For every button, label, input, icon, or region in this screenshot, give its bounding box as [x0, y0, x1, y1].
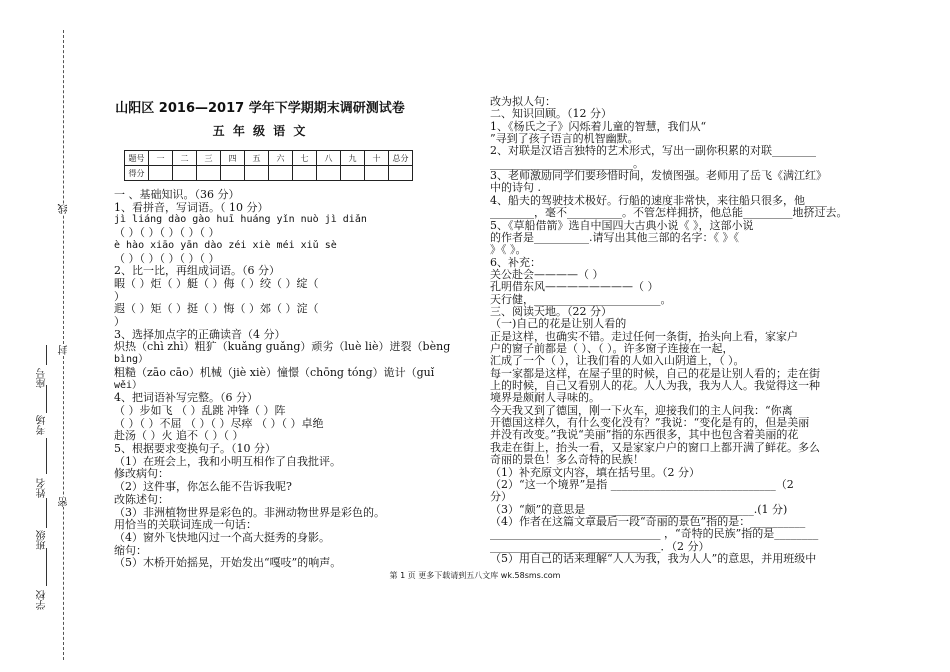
- text-line: 正是这样，也确实不错。走过任何一条街，抬头向上看，家家户: [490, 329, 798, 343]
- text-line: （ ）（ ）（ ）（ ）（ ）: [114, 251, 220, 265]
- text-line: 的作者是__________.请写出其他三部的名字：《 》《: [490, 230, 739, 244]
- score-table-cell: 十: [365, 151, 389, 166]
- score-input-cell[interactable]: [149, 166, 173, 181]
- text-line: 上的时候，自己又看别人的花。人人为我，我为人人。我觉得这一种: [490, 379, 820, 393]
- seal-mark-top: 线: [59, 204, 70, 214]
- page-footer: 第 1 页 更多下载请到五八文库 wk.58sms.com: [389, 571, 561, 580]
- score-input-cell[interactable]: [173, 166, 197, 181]
- text-line: （ ）步如飞 （ ）乱跳 冲锋（ ）阵: [114, 403, 286, 417]
- text-line: 汇成了一个（ ），让我们看的人如入山阴道上，（ ）。: [490, 354, 745, 368]
- score-table-score-row: [125, 166, 413, 181]
- score-input-cell[interactable]: [221, 166, 245, 181]
- text-line: ）: [114, 315, 125, 328]
- text-line: （4）窗外飞快地闪过一个高大挺秀的身影。: [114, 530, 330, 544]
- text-line: 4、把词语补写完整。（6 分）: [114, 391, 258, 405]
- text-line: 5、《草船借箭》选自中国四大古典小说《 》，这部小说: [490, 218, 754, 232]
- seat-field-label: 座号: [37, 368, 48, 388]
- score-table-cell: 五: [245, 151, 269, 166]
- text-line: 并没有改变。”我说“美丽”指的东西很多，其中也包含着美丽的花: [490, 428, 799, 442]
- score-table-cell: 题号: [125, 151, 149, 166]
- text-line: 5、根据要求变换句子。（10 分）: [114, 442, 276, 455]
- score-input-cell[interactable]: [197, 166, 221, 181]
- score-table: [124, 150, 413, 181]
- score-table-cell: 总分: [389, 151, 413, 166]
- score-table-cell: 九: [341, 151, 365, 166]
- text-line: 修改病句：: [114, 467, 169, 481]
- text-line: 改为拟人句：: [490, 95, 556, 108]
- text-line: 1、看拼音，写词语。（ 10 分）: [114, 200, 269, 214]
- text-line: 开德国这样久，有什么变化没有？”我说：“变化是有的，但是美丽: [490, 416, 810, 430]
- text-line: bìng）: [114, 354, 149, 366]
- exam-room-field-label: 考场: [37, 415, 48, 435]
- score-table-header-row: [125, 151, 413, 166]
- text-line: _______________________________ ，“奇特的民族”指的是________: [490, 527, 819, 541]
- score-table-cell: 二: [173, 151, 197, 166]
- text-line: 奇丽的景色！多么奇特的民族！: [490, 453, 644, 467]
- text-line: 我走在街上，抬头一看，又是家家户户的窗口上都开满了鲜花。多么: [490, 440, 820, 454]
- text-line: 缩句：: [114, 543, 147, 557]
- exam-title: 山阳区 2016—2017 学年下学期期末调研测试卷: [115, 101, 405, 116]
- text-line: 三、阅读天地。（22 分）: [490, 304, 612, 318]
- text-line: jì liáng dào gào huī huáng yǐn nuò jì diǎn: [114, 214, 367, 226]
- score-table-cell: 三: [197, 151, 221, 166]
- text-line: （3）“颇”的意思是 ______________________________.(1 分): [490, 502, 788, 516]
- name-field-line: [46, 438, 47, 474]
- score-input-cell[interactable]: [365, 166, 389, 181]
- text-line: 中的诗句 .: [490, 181, 541, 195]
- text-line: 分）: [490, 490, 512, 504]
- score-input-cell[interactable]: [341, 166, 365, 181]
- text-line: ________，毫不__________。不管怎样拥挤，他总能_________地挤过去。: [490, 206, 848, 220]
- score-input-cell[interactable]: [293, 166, 317, 181]
- text-line: 炽热（chì zhì）粗犷（kuǎng guǎng）顽劣（luè liè）迸裂（bèng: [114, 340, 451, 354]
- score-table-cell: 一: [149, 151, 173, 166]
- seat-field-line: [46, 345, 47, 365]
- text-line: 2、对联是汉语言独特的艺术形式，写出一副你积累的对联________: [490, 144, 816, 158]
- text-line: （ ）（ ）不屈 （ ）（ ）尽瘁 （ ）（ ）卓绝: [114, 416, 324, 430]
- text-line: ”寻到了孩子语言的机智幽默。: [490, 132, 639, 146]
- class-field-label: 班级: [37, 530, 48, 550]
- text-line: 改陈述句：: [114, 492, 169, 506]
- text-line: 今天我又到了德国，刚一下火车，迎接我们的主人问我：“你离: [490, 403, 793, 417]
- text-line: 3、选择加点字的正确读音（4 分）: [114, 327, 286, 341]
- text-line: 》《 》。: [490, 243, 527, 257]
- seal-mark-middle: 封: [59, 345, 70, 355]
- text-line: ）: [114, 289, 125, 303]
- text-line: 户的窗子前都是（ ）、（ ）。许多窗子连接在一起，: [490, 342, 734, 355]
- text-line: （5）木桥开始摇晃，开始发出“嘎吱”的响声。: [114, 556, 342, 570]
- exam-subtitle: 五 年 级 语 文: [212, 124, 308, 138]
- text-line: 暇（ ）炬（ ）艇（ ）侮（ ）绞（ ）绽（: [114, 276, 319, 290]
- score-input-cell[interactable]: [389, 166, 413, 181]
- text-line: （3）非洲植物世界是彩色的。非洲动物世界是彩色的。: [114, 505, 385, 519]
- name-field-label: 姓名: [37, 478, 48, 498]
- text-line: （5）用自己的话来理解“人人为我，我为人人”的意思，并用班级中: [490, 551, 817, 565]
- text-line: 孔明借东风————————（ ）: [490, 280, 659, 294]
- text-line: 每一家都是这样，在屋子里的时候，自己的花是让别人看的；走在街: [490, 366, 820, 380]
- text-line: （4）作者在这篇文章最后一段“奇丽的景色”指的是：__________: [490, 514, 806, 528]
- text-line: 用恰当的关联词连成一句话：: [114, 518, 257, 532]
- text-line: 关公赴会————（ ）: [490, 267, 604, 281]
- text-line: 1、《杨氏之子》闪烁着儿童的智慧，我们从“: [490, 119, 707, 133]
- score-input-cell[interactable]: [245, 166, 269, 181]
- score-table-cell: 七: [293, 151, 317, 166]
- score-table-cell: 得分: [125, 166, 149, 181]
- score-table-cell: 四: [221, 151, 245, 166]
- text-line: 6、补充：: [490, 255, 541, 269]
- text-line: （1）补充原文内容，填在括号里。（2 分）: [490, 465, 700, 479]
- class-field-line: [46, 498, 47, 528]
- exam-room-field-line: [46, 385, 47, 413]
- school-field-label: 学校: [37, 590, 48, 610]
- text-line: 天行健，_______________________。: [490, 292, 672, 306]
- text-line: 遐（ ）矩（ ）挺（ ）悔（ ）郊（ ）淀（: [114, 302, 319, 316]
- score-input-cell[interactable]: [269, 166, 293, 181]
- text-line: 一 、基础知识。（36 分）: [114, 188, 240, 201]
- text-line: è hào xiāo yān dào zéi xiè méi xiǔ sè: [114, 239, 337, 251]
- text-line: （2）“这一个境界”是指 ______________________________（2: [490, 477, 794, 491]
- text-line: （1）在班会上，我和小明互相作了自我批评。: [114, 454, 341, 468]
- score-table-cell: 八: [317, 151, 341, 166]
- text-line: 4、船夫的驾驶技术极好。行船的速度非常快，来往船只很多，他____: [490, 193, 827, 207]
- text-line: 2、比一比，再组成词语。（6 分）: [114, 264, 280, 278]
- text-line: 境界是颇耐人寻味的。: [490, 391, 600, 405]
- text-line: （ ）（ ）（ ）（ ）（ ）: [114, 226, 220, 240]
- text-line: （一)自己的花是让别人看的: [490, 317, 627, 331]
- text-line: __________________________。: [490, 156, 644, 170]
- text-line: wěi）: [114, 379, 143, 391]
- text-line: 赴汤（ ）火 追不（ ）（ ）: [114, 429, 244, 443]
- score-input-cell[interactable]: [317, 166, 341, 181]
- text-line: （2）这件事，你怎么能不告诉我呢?: [114, 480, 292, 494]
- text-line: 二、知识回顾。（12 分）: [490, 107, 612, 121]
- seal-mark-bottom: 密: [59, 497, 70, 507]
- text-line: _______________________________．（2 分）: [490, 539, 710, 553]
- score-table-cell: 六: [269, 151, 293, 166]
- text-line: 3、老师激励同学们要珍惜时间，发愤图强。老师用了岳飞《满江红》: [490, 169, 827, 183]
- text-line: 粗糙（zāo cāo）机械（jiè xiè）憧憬（chōng tóng）诡计（guǐ: [114, 365, 435, 379]
